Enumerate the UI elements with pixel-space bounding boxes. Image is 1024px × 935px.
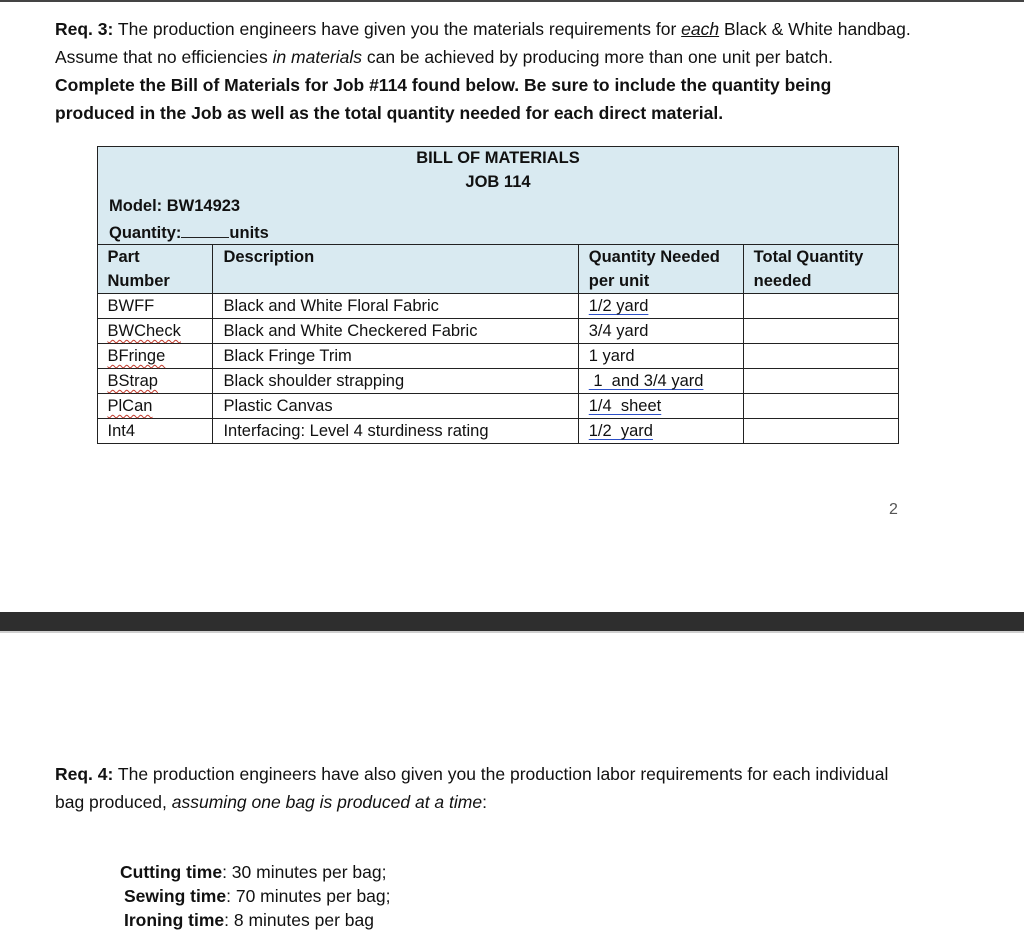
req3-each: each <box>681 19 720 39</box>
req3-text-1: The production engineers have given you the materials requirements for <box>113 19 682 39</box>
req3-label: Req. 3: <box>55 19 114 39</box>
quantity-label: Quantity: <box>109 224 182 242</box>
req3-text-3: can be achieved by producing more than one unit per batch. <box>362 47 833 67</box>
top-rule <box>0 0 1024 2</box>
page-number: 2 <box>889 501 898 518</box>
labor-sewing: Sewing time: 70 minutes per bag; <box>124 886 391 906</box>
header-part-number: Part Number <box>97 245 213 294</box>
quantity-per-unit: 3/4 yard <box>578 319 743 344</box>
bill-of-materials <box>97 146 899 443</box>
req3-text-2: Black & White handbag. Assume that no efficiencies <box>55 19 911 67</box>
total-quantity-cell[interactable] <box>743 344 898 369</box>
table-row <box>97 419 898 444</box>
total-quantity-cell[interactable] <box>743 369 898 394</box>
header-total-quantity: Total Quantity needed <box>743 245 898 294</box>
table-row <box>97 394 898 419</box>
bom-title: BILL OF MATERIALS <box>416 149 580 167</box>
description: Black Fringe Trim <box>213 344 578 369</box>
description: Black and White Floral Fabric <box>213 294 578 319</box>
quantity-per-unit: 1/4 sheet <box>578 394 743 419</box>
bom-quantity <box>109 221 269 243</box>
req3-paragraph <box>55 15 915 127</box>
table-row <box>97 369 898 394</box>
part-number: BWFF <box>97 294 213 319</box>
req4-label: Req. 4: <box>55 764 114 784</box>
req4-text-2: : <box>482 792 487 812</box>
part-number: BWCheck <box>97 319 213 344</box>
quantity-per-unit: 1 and 3/4 yard <box>578 369 743 394</box>
page-divider-shadow <box>0 631 1024 633</box>
description: Interfacing: Level 4 sturdiness rating <box>213 419 578 444</box>
req4-text-1: The production engineers have also given you the production labor requirements for each individual bag produced, <box>55 764 889 812</box>
labor-ironing: Ironing time: 8 minutes per bag <box>124 910 374 930</box>
req3-in-materials: in materials <box>272 47 363 67</box>
quantity-per-unit: 1/2 yard <box>578 294 743 319</box>
part-number: BStrap <box>97 369 213 394</box>
table-row <box>97 294 898 319</box>
req3-bold-instruction: Complete the Bill of Materials for Job #114 found below. Be sure to include the quantity being produced in the Job as well as the total quantity needed for each direct material. <box>55 75 832 123</box>
bom-table <box>97 244 899 444</box>
part-number: Int4 <box>97 419 213 444</box>
bom-model: Model: BW14923 <box>109 197 241 215</box>
header-quantity-needed: Quantity Needed per unit <box>578 245 743 294</box>
labor-requirements <box>120 860 391 932</box>
quantity-blank[interactable] <box>181 221 229 238</box>
page-divider <box>0 612 1024 631</box>
total-quantity-cell[interactable] <box>743 394 898 419</box>
total-quantity-cell[interactable] <box>743 294 898 319</box>
quantity-per-unit: 1 yard <box>578 344 743 369</box>
total-quantity-cell[interactable] <box>743 419 898 444</box>
req4-paragraph <box>55 760 915 816</box>
description: Plastic Canvas <box>213 394 578 419</box>
req4-italic: assuming one bag is produced at a time <box>171 792 483 812</box>
description: Black shoulder strapping <box>213 369 578 394</box>
labor-cutting: Cutting time: 30 minutes per bag; <box>120 862 387 882</box>
bom-header-row <box>97 245 898 294</box>
bom-job: JOB 114 <box>465 173 531 191</box>
quantity-per-unit: 1/2 yard <box>578 419 743 444</box>
quantity-units: units <box>229 224 269 242</box>
header-description: Description <box>213 245 578 294</box>
table-row <box>97 319 898 344</box>
part-number: PlCan <box>97 394 213 419</box>
description: Black and White Checkered Fabric <box>213 319 578 344</box>
total-quantity-cell[interactable] <box>743 319 898 344</box>
table-row <box>97 344 898 369</box>
part-number: BFringe <box>97 344 213 369</box>
